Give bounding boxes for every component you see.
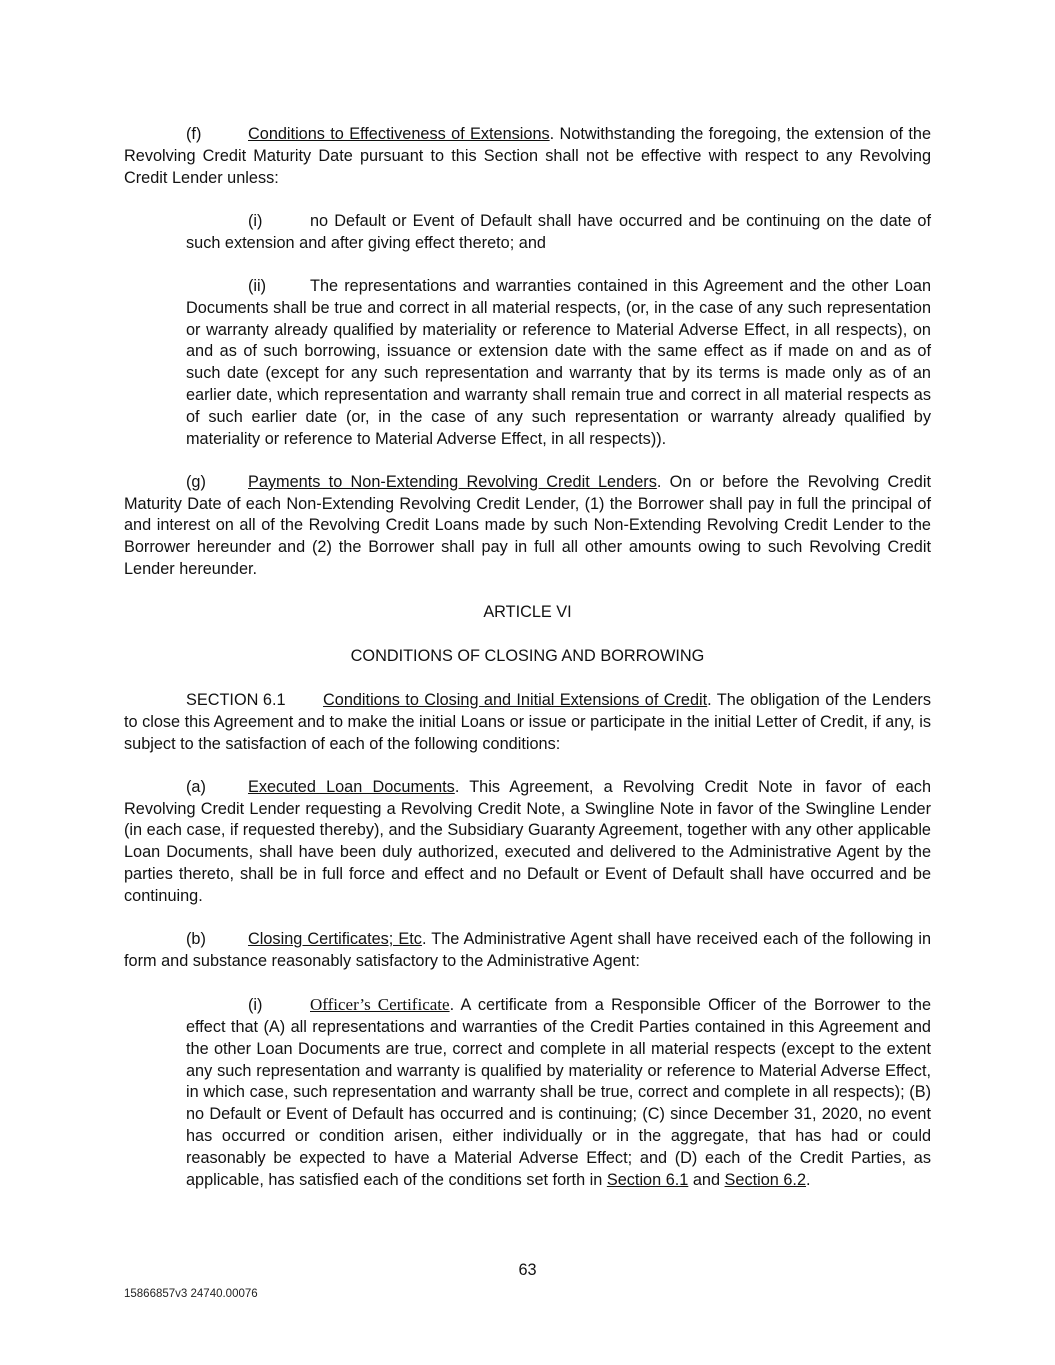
paragraph-text: . Notwithstanding the foregoing, the extension of the Revolving Credit Maturity Date pursuant to this Section shall not be effective with respect to any Revolving Credit Lender unless:	[124, 125, 931, 187]
paragraph-end: .	[806, 1170, 811, 1189]
paragraph-label: (ii)	[248, 276, 267, 295]
section-6-2-reference-link[interactable]: Section 6.2	[724, 1170, 807, 1189]
section-6-1-reference-link[interactable]: Section 6.1	[606, 1170, 689, 1189]
paragraph-f-i	[186, 211, 931, 255]
paragraph-g	[124, 472, 931, 581]
paragraph-b-i	[186, 994, 931, 1191]
article-number: ARTICLE VI	[483, 603, 572, 622]
paragraph-heading: Payments to Non-Extending Revolving Credit Lenders	[248, 472, 657, 491]
paragraph-heading: Officer’s Certificate	[310, 995, 450, 1015]
paragraph-label: (i)	[248, 211, 263, 230]
section-6-1	[124, 690, 931, 755]
article-title: CONDITIONS OF CLOSING AND BORROWING	[350, 647, 705, 666]
paragraph-label: (i)	[248, 996, 263, 1015]
section-label: SECTION 6.1	[186, 690, 286, 709]
paragraph-a	[124, 777, 931, 908]
page-body	[124, 124, 931, 1213]
paragraph-label: (g)	[186, 472, 206, 491]
paragraph-f	[124, 124, 931, 189]
paragraph-text: . On or before the Revolving Credit Maturity Date of each Non-Extending Revolving Credit Lender, (1) the Borrower shall pay in full the principal of and interest on all of the Revolving Credit Loans made by such Non-Extending Revolving Credit Lender to the Borrower hereunder and (2) the Borrower shall pay in full all other amounts owing to such Revolving Credit Lender hereunder.	[124, 472, 931, 579]
reference-joiner: and	[688, 1170, 725, 1189]
paragraph-heading: Conditions to Effectiveness of Extensions	[248, 125, 550, 143]
document-id: 15866857v3 24740.00076	[124, 1288, 258, 1300]
section-text: . The obligation of the Lenders to close this Agreement and to make the initial Loans or issue or participate in the initial Letter of Credit, if any, is subject to the satisfaction of each of the following conditions:	[124, 690, 931, 753]
paragraph-label: (a)	[186, 777, 206, 796]
paragraph-text: . A certificate from a Responsible Officer of the Borrower to the effect that (A) all representations and warranties of the Credit Parties contained in this Agreement and the other Loan Documents are true, correct and complete in all material respects (except to the extent any such representation and warranty is qualified by materiality or reference to Material Adverse Effect, in which case, such representation and warranty shall be true, correct and complete in all respects); (B) no Default or Event of Default has occurred and is continuing; (C) since December 31, 2020, no event has occurred or condition arisen, either individually or in the aggregate, that has had or could reasonably be expected to have a Material Adverse Effect; and (D) each of the Credit Parties, as applicable, has satisfied each of the conditions set forth in	[186, 996, 931, 1189]
section-heading: Conditions to Closing and Initial Extensions of Credit	[323, 690, 708, 709]
paragraph-text: . This Agreement, a Revolving Credit Note in favor of each Revolving Credit Lender requesting a Revolving Credit Note, a Swingline Note in favor of the Swingline Lender (in each case, if requested thereby), and the Subsidiary Guaranty Agreement, together with any other applicable Loan Documents, shall have been duly authorized, executed and delivered to the Administrative Agent by the parties thereto, shall be in full force and effect and no Default or Event of Default shall have occurred and be continuing.	[124, 777, 931, 905]
paragraph-text: no Default or Event of Default shall have occurred and be continuing on the date of such extension and after giving effect thereto; and	[186, 211, 931, 252]
page-number: 63	[518, 1261, 537, 1279]
paragraph-b	[124, 929, 931, 973]
paragraph-f-ii	[186, 276, 931, 450]
paragraph-heading: Executed Loan Documents	[248, 777, 455, 796]
paragraph-label: (f)	[186, 125, 202, 143]
paragraph-text: The representations and warranties contained in this Agreement and the other Loan Documents shall be true and correct in all material respects, (or, in the case of any such representation or warranty already qualified by materiality or reference to Material Adverse Effect, in all respects), on and as of such borrowing, issuance or extension date with the same effect as if made on and as of such date (except for any such representation and warranty that by its terms is made only as of an earlier date, which representation and warranty shall remain true and correct in all material respects as of such earlier date (or, in the case of any such representation or warranty already qualified by materiality or reference to Material Adverse Effect, in all respects)).	[186, 276, 931, 448]
paragraph-label: (b)	[186, 930, 206, 949]
paragraph-heading: Closing Certificates; Etc	[248, 930, 422, 949]
paragraph-text: . The Administrative Agent shall have received each of the following in form and substance reasonably satisfactory to the Administrative Agent:	[124, 930, 932, 970]
